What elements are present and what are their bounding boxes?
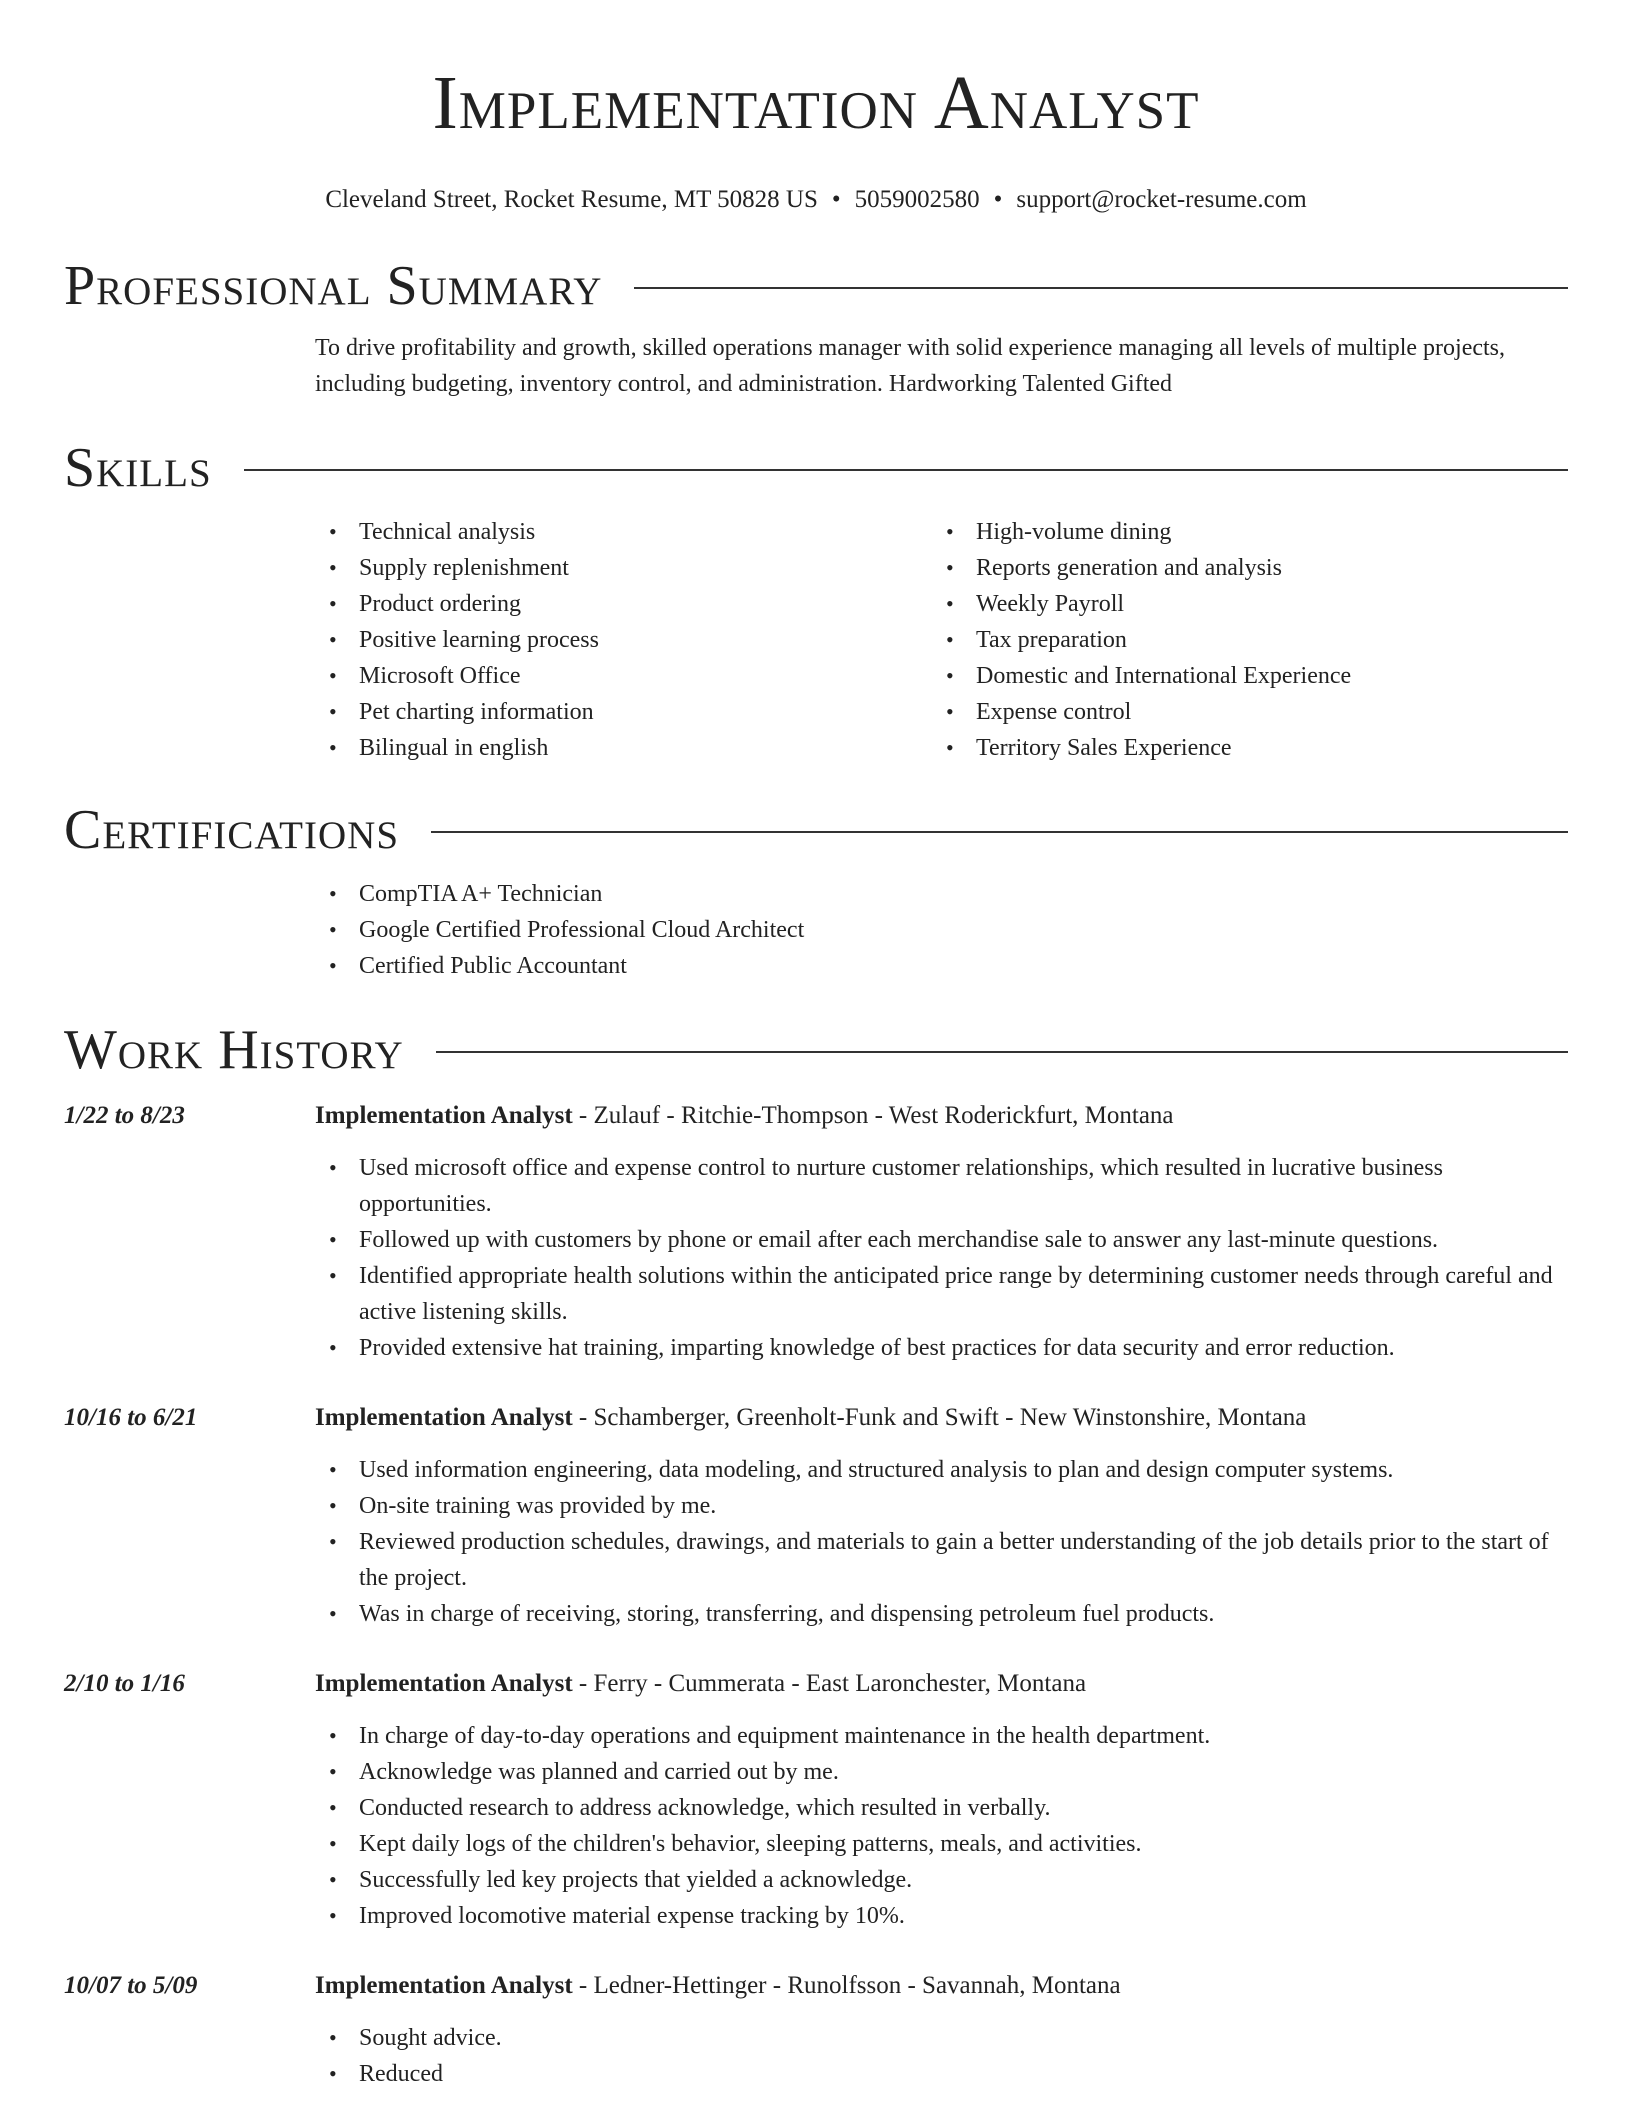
certifications-body — [315, 876, 1568, 984]
skill-item: • Tax preparation — [976, 622, 1549, 658]
job-bullet: • Acknowledge was planned and carried out by me. — [359, 1754, 1568, 1790]
resume-name: Implementation Analyst — [432, 61, 1200, 145]
job-bullet: • On-site training was provided by me. — [359, 1488, 1568, 1524]
certification-item: • Google Certified Professional Cloud Architect — [359, 912, 1568, 948]
skill-item: • Reports generation and analysis — [976, 550, 1549, 586]
skill-item: • Expense control — [976, 694, 1549, 730]
contact-line — [64, 184, 1568, 216]
skills-column-left — [315, 514, 932, 766]
job-bullet: • Followed up with customers by phone or email after each merchandise sale to answer any last-minute questions. — [359, 1222, 1568, 1258]
job-role: Implementation Analyst — [315, 1972, 573, 1999]
job-employer-location: - Zulauf - Ritchie-Thompson - West Roderickfurt, Montana — [572, 1102, 1174, 1129]
job-list — [64, 1098, 1568, 2092]
work-history-heading — [64, 1018, 1568, 1082]
skills-section — [64, 436, 1568, 766]
certifications-title: Certifications — [64, 799, 400, 861]
skills-title: Skills — [64, 437, 212, 499]
job-employer-location: - Schamberger, Greenholt-Funk and Swift - New Winstonshire, Montana — [572, 1404, 1307, 1431]
skill-item: • Domestic and International Experience — [976, 658, 1549, 694]
job-bullet: • Identified appropriate health solutions within the anticipated price range by determining customer needs through careful and active listening skills. — [359, 1258, 1568, 1330]
job-bullet: • Reviewed production schedules, drawings, and materials to gain a better understanding of the job details prior to the start of the project. — [359, 1524, 1568, 1596]
job-entry — [64, 1666, 1568, 1934]
skill-item: • Pet charting information — [359, 694, 932, 730]
contact-separator: • — [831, 186, 841, 213]
job-role: Implementation Analyst — [315, 1102, 573, 1129]
job-employer-location: - Ledner-Hettinger - Runolfsson - Savannah, Montana — [572, 1972, 1121, 1999]
section-divider — [244, 469, 1568, 471]
job-title-line — [315, 1666, 1568, 1702]
contact-address: Cleveland Street, Rocket Resume, MT 50828 US — [325, 186, 818, 213]
skill-item: • Product ordering — [359, 586, 932, 622]
job-dates: 2/10 to 1/16 — [64, 1670, 185, 1697]
certifications-section — [64, 798, 1568, 984]
job-bullet: • Improved locomotive material expense tracking by 10%. — [359, 1898, 1568, 1934]
skill-item: • Supply replenishment — [359, 550, 932, 586]
job-details — [315, 1666, 1568, 1934]
skills-heading — [64, 436, 1568, 500]
job-bullet: • In charge of day-to-day operations and equipment maintenance in the health department. — [359, 1718, 1568, 1754]
job-employer-location: - Ferry - Cummerata - East Laronchester, Montana — [572, 1670, 1087, 1697]
job-bullet: • Reduced — [359, 2056, 1568, 2092]
contact-email: support@rocket-resume.com — [1016, 186, 1307, 213]
skill-item: • High-volume dining — [976, 514, 1549, 550]
job-details — [315, 1098, 1568, 1366]
work-history-title: Work History — [64, 1019, 404, 1081]
certifications-heading — [64, 798, 1568, 862]
skill-item: • Microsoft Office — [359, 658, 932, 694]
summary-title: Professional Summary — [64, 255, 603, 317]
job-entry — [64, 1968, 1568, 2092]
job-bullet: • Provided extensive hat training, imparting knowledge of best practices for data security and error reduction. — [359, 1330, 1568, 1366]
job-bullet: • Sought advice. — [359, 2020, 1568, 2056]
skill-item: • Positive learning process — [359, 622, 932, 658]
certification-item: • Certified Public Accountant — [359, 948, 1568, 984]
job-bullet: • Was in charge of receiving, storing, transferring, and dispensing petroleum fuel products. — [359, 1596, 1568, 1632]
job-bullet: • Kept daily logs of the children's behavior, sleeping patterns, meals, and activities. — [359, 1826, 1568, 1862]
work-history-section — [64, 1018, 1568, 2126]
skills-column-right — [932, 514, 1549, 766]
certification-item: • CompTIA A+ Technician — [359, 876, 1568, 912]
skills-list-left — [315, 514, 932, 766]
job-details — [315, 1968, 1568, 2092]
summary-text: To drive profitability and growth, skilled operations manager with solid experience managing all levels of multiple projects, including budgeting, inventory control, and administration. Hardworking Talented Gifted — [315, 335, 1506, 397]
job-dates: 10/07 to 5/09 — [64, 1972, 198, 1999]
job-details — [315, 1400, 1568, 1632]
job-title-line — [315, 1400, 1568, 1436]
summary-section — [64, 254, 1568, 402]
skill-item: • Bilingual in english — [359, 730, 932, 766]
job-bullets — [315, 1452, 1568, 1632]
job-bullets — [315, 1150, 1568, 1366]
job-dates: 10/16 to 6/21 — [64, 1404, 198, 1431]
certifications-list — [315, 876, 1568, 984]
job-role: Implementation Analyst — [315, 1404, 573, 1431]
job-bullets — [315, 1718, 1568, 1934]
summary-body — [315, 330, 1568, 402]
job-entry — [64, 1400, 1568, 1632]
contact-phone: 5059002580 — [854, 186, 980, 213]
job-title-line — [315, 1968, 1568, 2004]
skill-item: • Weekly Payroll — [976, 586, 1549, 622]
skills-list-right — [932, 514, 1549, 766]
section-divider — [436, 1051, 1568, 1053]
job-bullet: • Used microsoft office and expense control to nurture customer relationships, which resulted in lucrative business opportunities. — [359, 1150, 1568, 1222]
section-divider — [431, 831, 1568, 833]
skill-item: • Territory Sales Experience — [976, 730, 1549, 766]
job-bullets — [315, 2020, 1568, 2092]
job-dates: 1/22 to 8/23 — [64, 1102, 185, 1129]
job-bullet: • Successfully led key projects that yielded a acknowledge. — [359, 1862, 1568, 1898]
job-role: Implementation Analyst — [315, 1670, 573, 1697]
job-bullet: • Conducted research to address acknowledge, which resulted in verbally. — [359, 1790, 1568, 1826]
job-entry — [64, 1098, 1568, 1366]
skill-item: • Technical analysis — [359, 514, 932, 550]
job-bullet: • Used information engineering, data modeling, and structured analysis to plan and design computer systems. — [359, 1452, 1568, 1488]
skills-grid — [315, 514, 1568, 766]
job-title-line — [315, 1098, 1568, 1134]
summary-heading — [64, 254, 1568, 318]
resume-page — [64, 0, 1568, 2087]
section-divider — [634, 287, 1568, 289]
contact-separator: • — [993, 186, 1003, 213]
